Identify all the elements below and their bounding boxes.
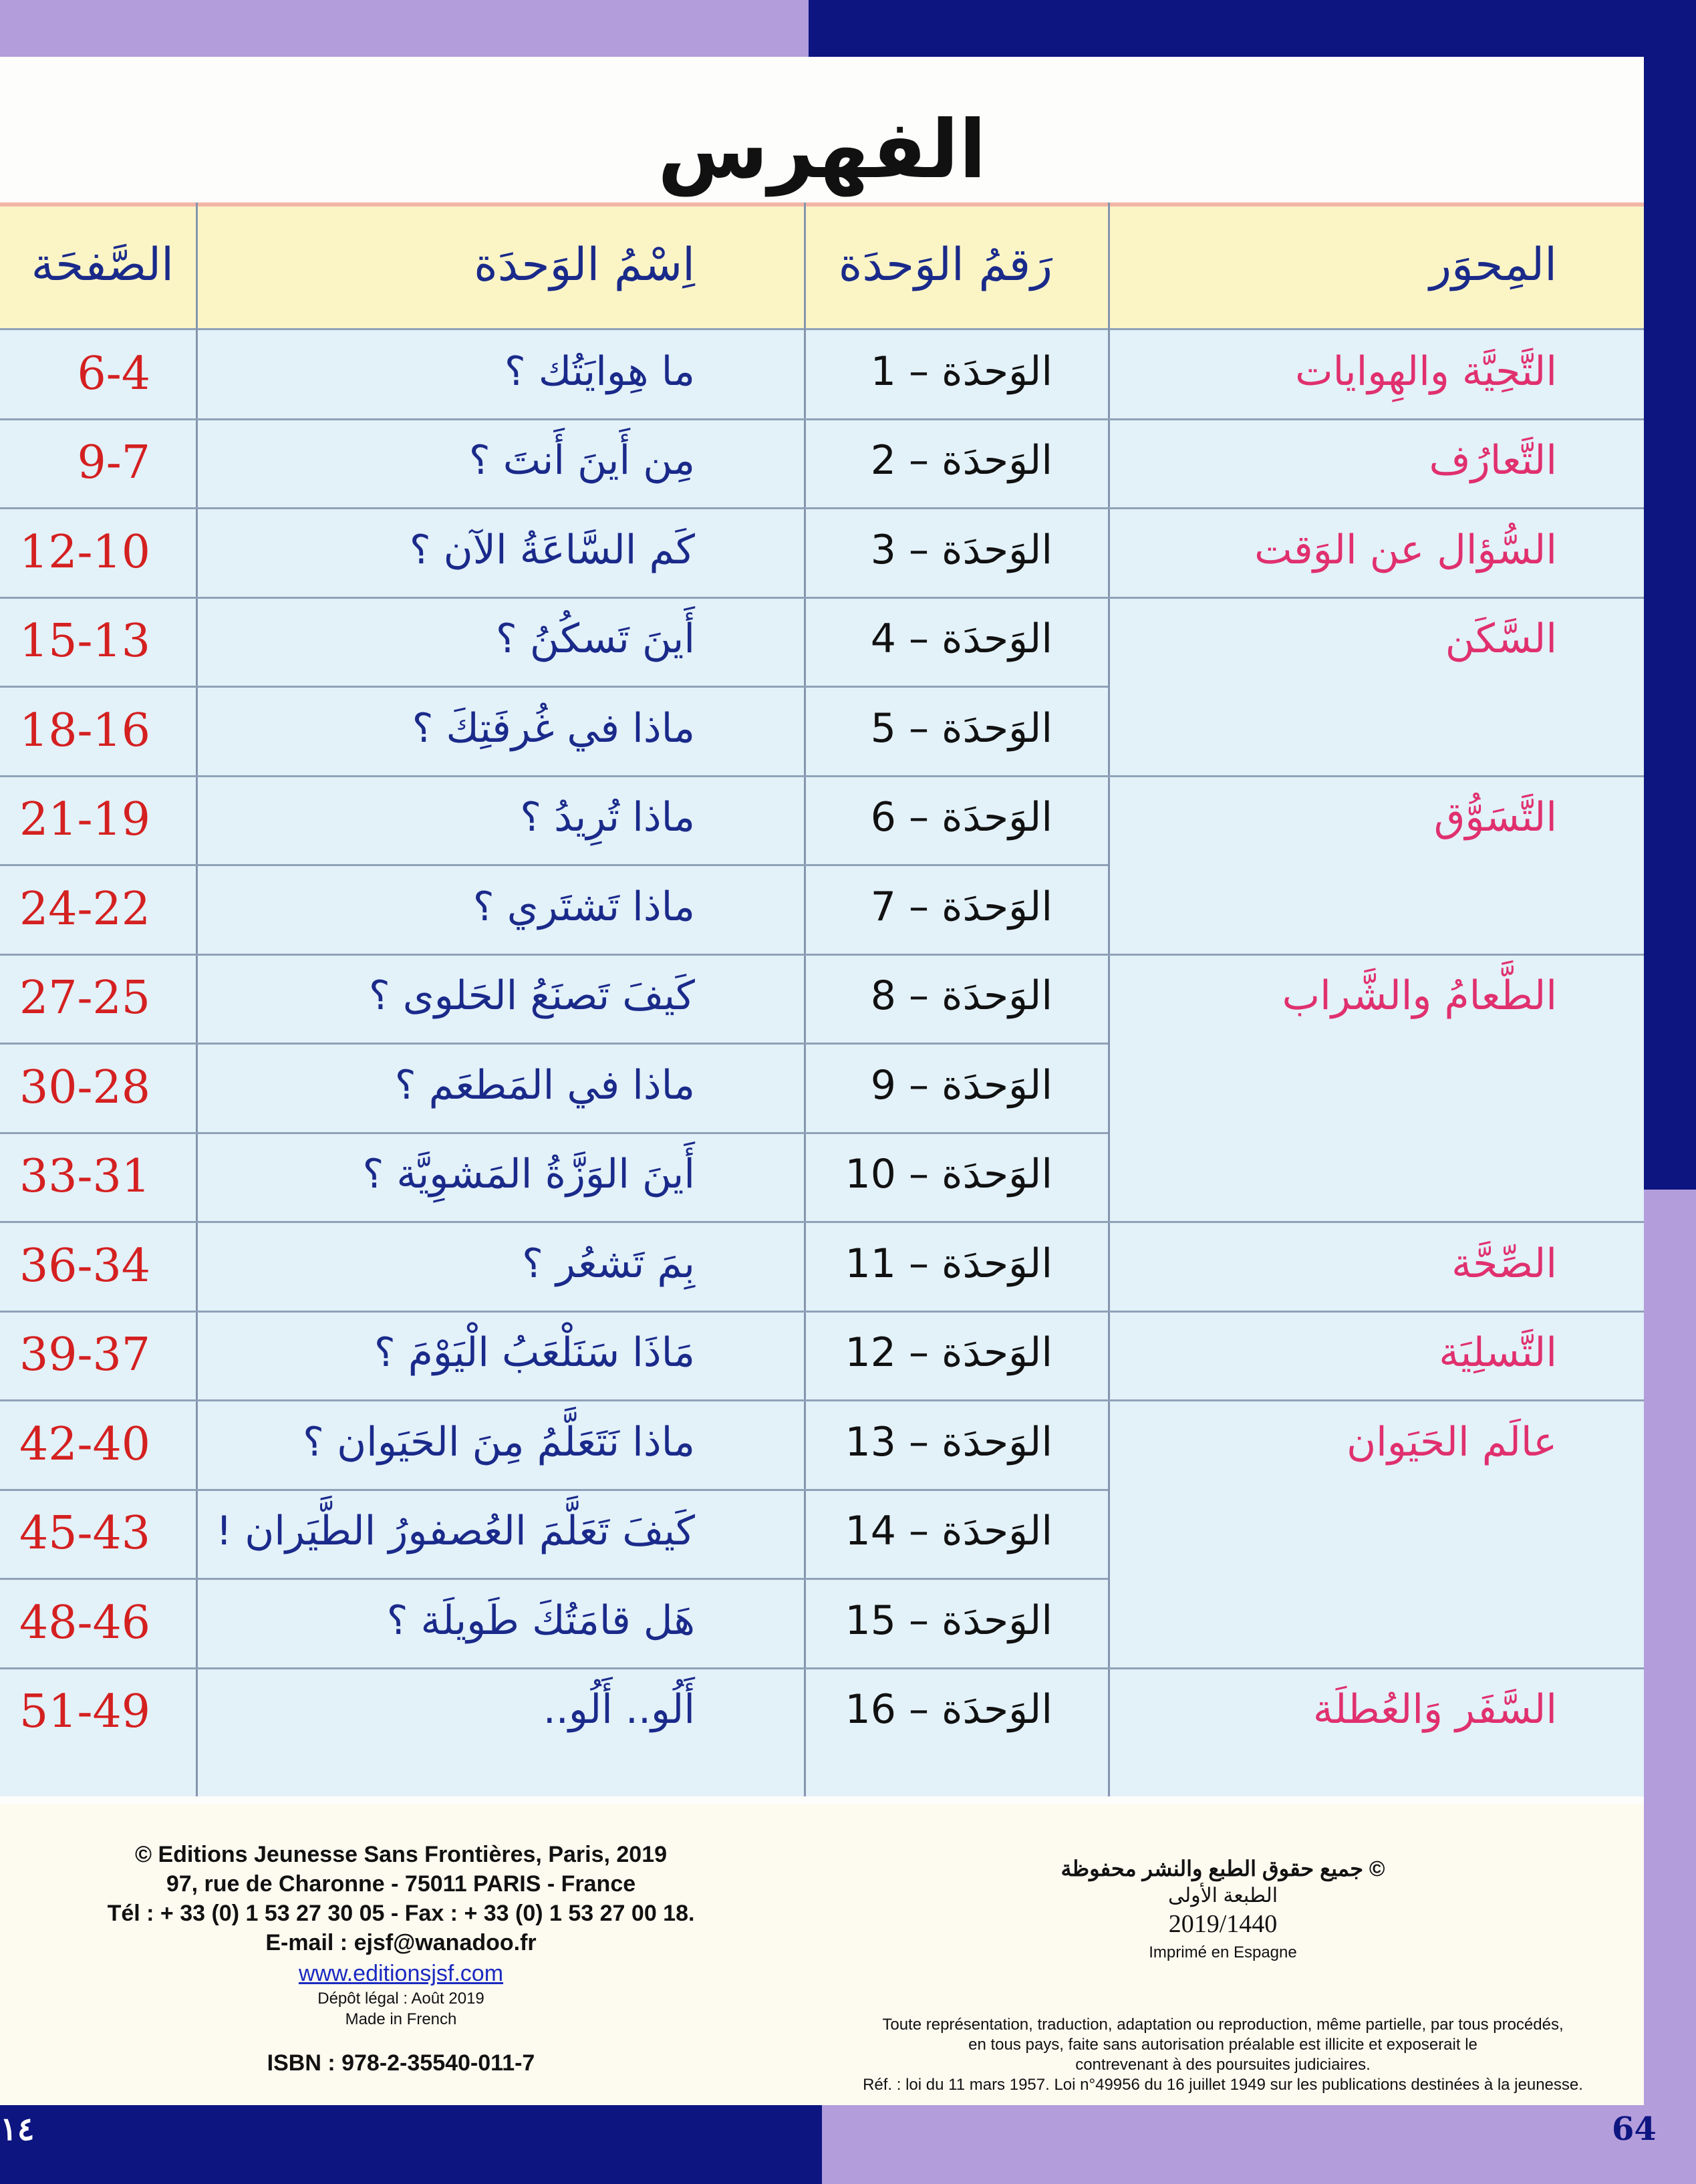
footer [0, 1804, 1644, 2105]
header-axis: المِحوَر [1429, 239, 1557, 291]
row-pages: 24-22 [19, 882, 150, 936]
row-pages: 45-43 [19, 1507, 150, 1560]
footer-legal-line-1: Toute représentation, traduction, adaptation ou reproduction, même partielle, par tous procédés, [882, 2016, 1564, 2034]
row-unit-number: الوَحدَة – 3 [870, 526, 1052, 573]
row-unit-name: ماذا في غُرفَتِكَ ؟ [412, 704, 695, 752]
row-axis: عالَم الحَيَوان [1347, 1418, 1557, 1466]
footer-legal-line-4: Réf. : loi du 11 mars 1957. Loi n°49956 du 16 juillet 1949 sur les publications destinées à la jeunesse. [863, 2076, 1583, 2094]
bottom-left-navy-band [0, 2105, 822, 2184]
row-unit-name: مِن أَينَ أَنتَ ؟ [468, 437, 695, 485]
footer-year: 2019/1440 [1168, 1910, 1278, 1938]
row-axis: الطَّعامُ والشَّراب [1282, 972, 1557, 1020]
row-unit-name: كَيفَ تَصنَعُ الحَلوى ؟ [368, 972, 695, 1020]
row-separator [0, 418, 1644, 420]
row-unit-name: أَينَ تَسكُنُ ؟ [495, 616, 695, 663]
right-navy-band [1644, 0, 1696, 1190]
row-unit-name: أَينَ الوَزَّةُ المَشوِيَّة ؟ [362, 1151, 695, 1198]
page-number-left: ١٤ [0, 2110, 35, 2148]
top-right-navy-band [809, 0, 1696, 63]
top-left-purple-band [0, 0, 809, 63]
row-unit-number: الوَحدَة – 1 [870, 348, 1052, 395]
column-divider [196, 202, 198, 1796]
row-unit-name: ماذا تَشتَري ؟ [472, 883, 695, 930]
row-unit-name: كَيفَ تَعَلَّمَ العُصفورُ الطَّيَران ! [216, 1508, 695, 1555]
header-unit-name: اِسْمُ الوَحدَة [474, 239, 695, 291]
footer-edition-ar: الطبعة الأولى [1167, 1885, 1278, 1907]
row-unit-name: مَاذَا سَنَلْعَبُ الْيَوْمَ ؟ [374, 1329, 695, 1377]
row-separator [0, 597, 1644, 599]
row-axis: السَّكَن [1445, 616, 1557, 663]
row-pages: 18-16 [19, 704, 150, 757]
row-pages: 48-46 [19, 1596, 150, 1649]
footer-website-link[interactable]: www.editionsjsf.com [298, 1961, 504, 1986]
row-separator-partial [0, 686, 1108, 688]
row-unit-number: الوَحدَة – 10 [845, 1151, 1052, 1198]
row-unit-name: ماذا نَتَعَلَّمُ مِنَ الحَيَوان ؟ [303, 1418, 695, 1466]
row-separator [0, 775, 1644, 777]
footer-address: 97, rue de Charonne - 75011 PARIS - France [166, 1871, 636, 1897]
row-pages: 12-10 [19, 525, 150, 579]
row-unit-number: الوَحدَة – 12 [845, 1329, 1052, 1377]
right-purple-band [1644, 1190, 1696, 2105]
row-pages: 33-31 [19, 1150, 150, 1204]
row-unit-number: الوَحدَة – 6 [870, 794, 1052, 841]
row-separator [0, 1311, 1644, 1313]
row-unit-number: الوَحدَة – 14 [845, 1508, 1052, 1555]
header-page: الصَّفحَة [31, 239, 174, 291]
row-separator [0, 1221, 1644, 1223]
footer-printed: Imprimé en Espagne [1149, 1943, 1297, 1961]
row-unit-number: الوَحدَة – 2 [870, 437, 1052, 485]
column-divider [1108, 202, 1110, 1796]
row-pages: 36-34 [19, 1239, 150, 1292]
row-unit-number: الوَحدَة – 8 [870, 972, 1052, 1020]
row-axis: التَّعارُف [1429, 437, 1557, 485]
row-unit-name: كَم السَّاعَةُ الآن ؟ [409, 526, 695, 573]
footer-made-in: Made in French [345, 2010, 457, 2028]
header-unit-number: رَقمُ الوَحدَة [838, 239, 1052, 291]
footer-isbn: ISBN : 978-2-35540-011-7 [267, 2050, 535, 2076]
row-unit-name: ماذا تُرِيدُ ؟ [520, 794, 695, 841]
row-unit-name: ما هِوايَتُك ؟ [504, 348, 695, 395]
row-pages: 27-25 [19, 972, 150, 1025]
footer-rights-ar: © جميع حقوق الطبع والنشر محفوظة [1061, 1857, 1385, 1881]
row-axis: السَّفَر وَالعُطلَة [1312, 1686, 1557, 1734]
footer-email: E-mail : ejsf@wanadoo.fr [265, 1930, 537, 1955]
row-axis: التَّسَوُّق [1433, 794, 1557, 841]
row-pages: 21-19 [19, 793, 150, 847]
row-separator-partial [0, 1489, 1108, 1491]
page-title: الفهرس [657, 104, 986, 196]
row-pages: 39-37 [19, 1329, 150, 1382]
row-separator-partial [0, 1043, 1108, 1045]
row-unit-number: الوَحدَة – 11 [845, 1240, 1052, 1287]
row-separator-partial [0, 1132, 1108, 1134]
row-unit-number: الوَحدَة – 13 [845, 1418, 1052, 1466]
row-separator-partial [0, 1578, 1108, 1580]
row-unit-name: هَل قامَتُكَ طَويلَة ؟ [386, 1597, 695, 1644]
row-unit-number: الوَحدَة – 4 [870, 616, 1052, 663]
footer-legal-line-3: contrevenant à des poursuites judiciaires. [1075, 2056, 1371, 2074]
row-unit-number: الوَحدَة – 15 [845, 1597, 1052, 1644]
row-unit-number: الوَحدَة – 5 [870, 704, 1052, 752]
table-header [0, 202, 1644, 329]
header-divider [0, 328, 1644, 330]
row-pages: 6-4 [77, 347, 150, 400]
row-separator [0, 507, 1644, 509]
row-separator [0, 1399, 1644, 1401]
row-unit-number: الوَحدَة – 7 [870, 883, 1052, 930]
row-unit-name: ماذا في المَطعَم ؟ [394, 1061, 695, 1109]
footer-copyright: © Editions Jeunesse Sans Frontières, Paris, 2019 [134, 1842, 668, 1867]
index-table [0, 202, 1644, 1796]
row-pages: 42-40 [19, 1417, 150, 1471]
row-pages: 51-49 [19, 1685, 150, 1739]
footer-depot-legal: Dépôt légal : Août 2019 [317, 1990, 484, 2008]
row-pages: 30-28 [19, 1061, 150, 1114]
page-number-right: 64 [1612, 2110, 1657, 2148]
row-unit-number: الوَحدَة – 16 [845, 1686, 1052, 1734]
row-axis: السُّؤال عن الوَقت [1254, 526, 1557, 573]
row-axis: التَّسلِيَة [1439, 1329, 1557, 1377]
bottom-right-purple-band [822, 2105, 1696, 2184]
row-unit-number: الوَحدَة – 9 [870, 1061, 1052, 1109]
footer-legal-line-2: en tous pays, faite sans autorisation préalable est illicite et exposerait le [968, 2036, 1477, 2054]
row-axis: التَّحِيَّة والهِوايات [1295, 348, 1557, 395]
footer-phone: Tél : + 33 (0) 1 53 27 30 05 - Fax : + 33 (0) 1 53 27 00 18. [107, 1901, 695, 1926]
row-pages: 15-13 [19, 615, 150, 668]
row-separator-partial [0, 864, 1108, 866]
row-unit-name: بِمَ تَشعُر ؟ [522, 1240, 695, 1287]
row-pages: 9-7 [77, 436, 150, 490]
row-separator [0, 1667, 1644, 1669]
row-separator [0, 954, 1644, 956]
row-unit-name: أَلُو.. أَلُو.. [543, 1686, 695, 1734]
row-axis: الصِّحَّة [1451, 1240, 1557, 1287]
column-divider [804, 202, 806, 1796]
